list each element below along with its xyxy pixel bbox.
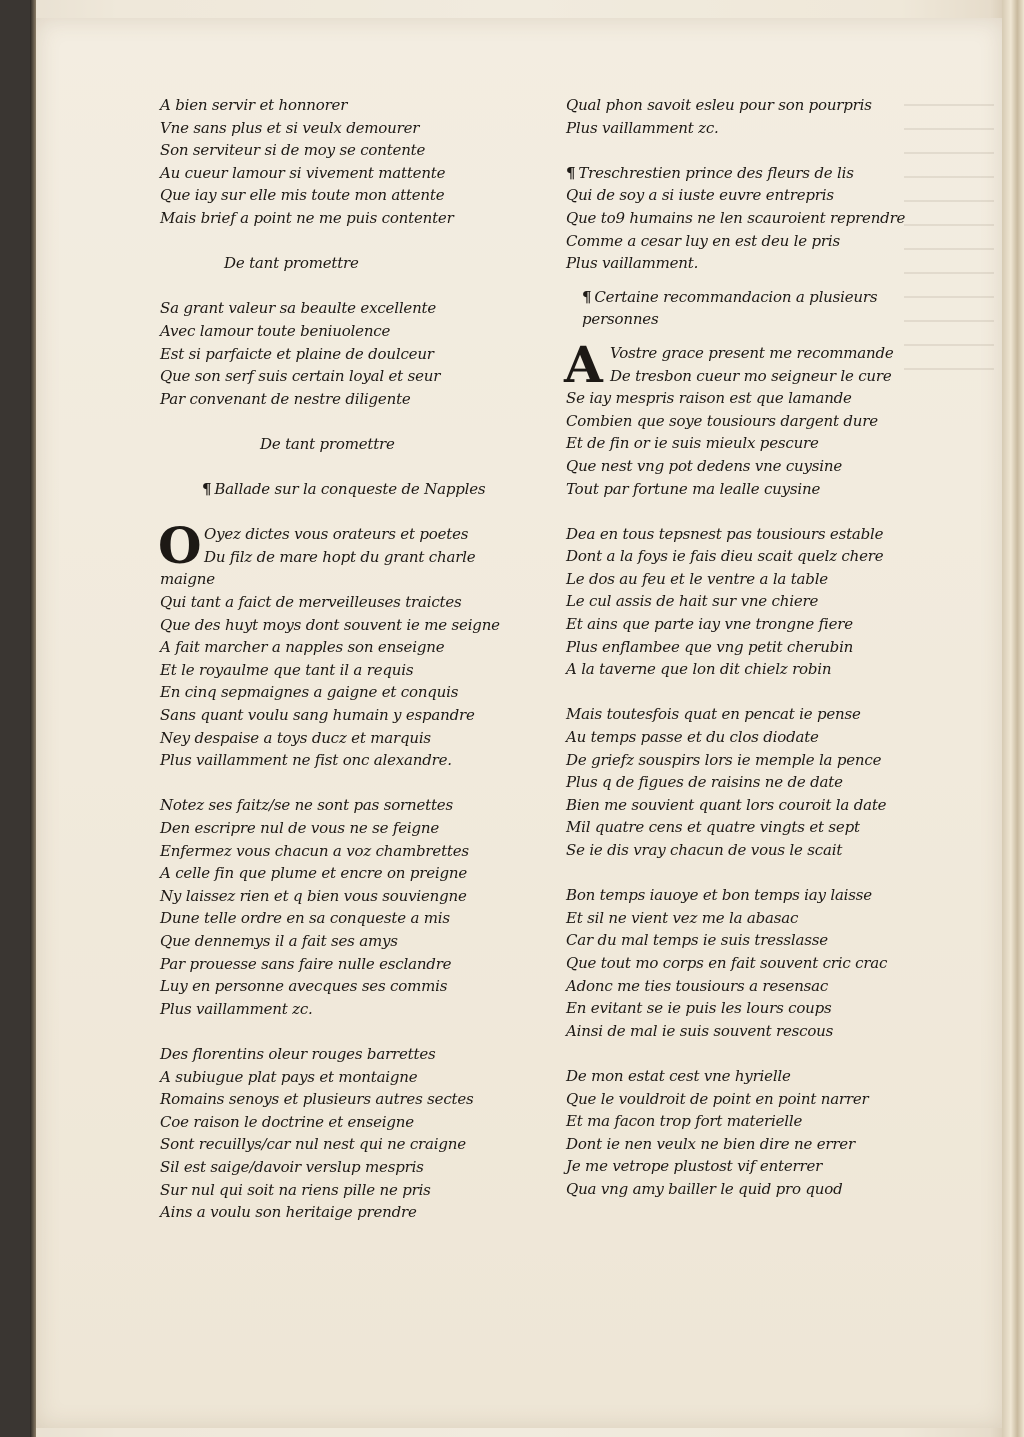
pilcrow-icon: ¶ — [202, 480, 212, 499]
verse-line: Que le vouldroit de point en point narrer — [566, 1089, 869, 1108]
verse-line: Je me vetrope plustost vif enterrer — [566, 1157, 823, 1176]
stanza — [566, 703, 946, 861]
drop-cap: A — [564, 334, 603, 394]
verse-line: Vostre grace present me recommande — [610, 343, 894, 362]
verse-line: Dont a la foys ie fais dieu scait quelz chere — [566, 547, 884, 566]
verse-line: Se ie dis vray chacun de vous le scait — [566, 841, 843, 859]
verse-line: Den escripre nul de vous ne se feigne — [160, 819, 440, 837]
stanza — [566, 162, 946, 275]
verse-line: Dont ie nen veulx ne bien dire ne errer — [566, 1134, 855, 1153]
verse-line: Mil quatre cens et quatre vingts et sept — [566, 818, 860, 837]
verse-line: Dea en tous tepsnest pas tousiours estable — [566, 524, 884, 543]
verse-line: En cinq sepmaignes a gaigne et conquis — [160, 683, 459, 702]
verse-line: Bien me souvient quant lors couroit la date — [566, 795, 887, 814]
verse-line: Que dennemys il a fait ses amys — [160, 931, 398, 950]
verse-line: Et le royaulme que tant il a requis — [160, 660, 414, 679]
verse-line: Et ma facon trop fort materielle — [566, 1112, 803, 1131]
verse-line: Sans quant voulu sang humain y espandre — [160, 706, 475, 725]
section-heading — [566, 286, 946, 309]
verse-line: Plus vaillamment zc. — [566, 118, 719, 137]
verse-line: Ains a voulu son heritaige prendre — [160, 1203, 417, 1222]
stanza-with-initial — [564, 334, 946, 500]
verse-line: Par prouesse sans faire nulle esclandre — [160, 954, 452, 973]
verse-line: Coe raison le doctrine et enseigne — [160, 1112, 414, 1131]
verse-line: Plus vaillamment. — [566, 254, 699, 273]
verse-line: A subiugue plat pays et montaigne — [160, 1067, 418, 1086]
verse-line: Du filz de mare hopt du grant charle — [204, 547, 476, 566]
verse-line: Qual phon savoit esleu pour son pourpris — [566, 96, 872, 114]
verse-line: ¶ Treschrestien prince des fleurs de lis — [566, 163, 854, 182]
verse-line: Au temps passe et du clos diodate — [566, 728, 819, 747]
verse-line: Sa grant valeur sa beaulte excellente — [160, 299, 437, 318]
verse-line: Au cueur lamour si vivement mattente — [160, 163, 446, 182]
verse-line: Plus vaillamment zc. — [160, 999, 313, 1018]
verse-line: Sil est saige/davoir verslup mespris — [160, 1157, 424, 1176]
verse-line: De tresbon cueur mo seigneur le cure — [610, 366, 892, 385]
verse-line: Oyez dictes vous orateurs et poetes — [204, 525, 469, 544]
verse-line: Enfermez vous chacun a voz chambrettes — [160, 841, 469, 860]
verse-line: Ney despaise a toys ducz et marquis — [160, 728, 431, 747]
verse-line: Plus q de figues de raisins ne de date — [566, 773, 843, 792]
refrain: De tant promettre — [224, 254, 359, 273]
drop-cap: O — [158, 516, 202, 576]
next-page-edge — [1002, 0, 1024, 1437]
verse-line: Que son serf suis certain loyal et seur — [160, 367, 441, 386]
verse-line: maigne — [160, 570, 215, 589]
stanza-with-initial — [158, 516, 540, 772]
stanza — [160, 794, 540, 1020]
verse-line: De mon estat cest vne hyrielle — [566, 1066, 791, 1085]
verse-line: Ny laissez rien et q bien vous souviengne — [160, 886, 467, 905]
verse-line: Plus enflambee que vng petit cherubin — [566, 637, 854, 656]
verse-line: Son serviteur si de moy se contente — [160, 141, 426, 160]
verse-line: Avec lamour toute beniuolence — [160, 321, 391, 340]
verse-line: Comme a cesar luy en est deu le pris — [566, 231, 840, 250]
verse-line: A bien servir et honnorer — [160, 96, 348, 114]
verse-line: Luy en personne avecques ses commis — [160, 977, 448, 996]
verse-line: Et de fin or ie suis mieulx pescure — [566, 434, 819, 453]
verse-line: Et sil ne vient vez me la abasac — [566, 908, 799, 927]
verse-line: Des florentins oleur rouges barrettes — [160, 1044, 436, 1063]
verse-line: Notez ses faitz/se ne sont pas sornettes — [160, 796, 453, 815]
stanza — [566, 94, 946, 139]
verse-line: Qui de soy a si iuste euvre entrepris — [566, 186, 834, 205]
pilcrow-icon: ¶ — [582, 287, 592, 306]
heading-text: Certaine recommandacion a plusieurs — [594, 287, 878, 306]
left-column — [160, 94, 540, 1224]
verse-line: A celle fin que plume et encre on preigne — [160, 864, 468, 883]
section-heading-continued: personnes — [582, 310, 659, 329]
refrain: De tant promettre — [260, 434, 395, 453]
verse-line: Bon temps iauoye et bon temps iay laisse — [566, 886, 872, 905]
verse-line: Le cul assis de hait sur vne chiere — [566, 592, 819, 611]
verse-line: De griefz souspirs lors ie memple la pence — [566, 750, 882, 769]
stanza — [160, 297, 540, 410]
verse-line: Sont recuillys/car nul nest qui ne craigne — [160, 1135, 466, 1154]
stanza — [160, 1043, 540, 1224]
pilcrow-icon: ¶ — [566, 163, 576, 182]
verse-line: Se iay mespris raison est que lamande — [566, 389, 852, 408]
verse-line: Le dos au feu et le ventre a la table — [566, 569, 828, 588]
verse-line: A la taverne que lon dit chielz robin — [566, 660, 832, 679]
stanza — [566, 1065, 946, 1201]
verse-line: Et ains que parte iay vne trongne fiere — [566, 615, 853, 634]
verse-line: En evitant se ie puis les lours coups — [566, 999, 832, 1018]
verse-line: Est si parfaicte et plaine de doulceur — [160, 344, 434, 363]
right-column — [566, 94, 946, 1201]
verse-line: Par convenant de nestre diligente — [160, 389, 411, 408]
verse-line: Vne sans plus et si veulx demourer — [160, 118, 420, 137]
heading-text: Ballade sur la conqueste de Napples — [214, 480, 486, 499]
verse-line: Combien que soye tousiours dargent dure — [566, 411, 878, 430]
verse-line: Sur nul qui soit na riens pille ne pris — [160, 1180, 431, 1199]
stanza — [566, 523, 946, 681]
stanza — [566, 884, 946, 1042]
verse-line: Qui tant a faict de merveilleuses traictes — [160, 593, 462, 612]
verse-line: Ainsi de mal ie suis souvent rescous — [566, 1021, 834, 1040]
verse-line: Car du mal temps ie suis tresslasse — [566, 931, 828, 950]
verse-line: Que nest vng pot dedens vne cuysine — [566, 456, 843, 475]
verse-line: Que tout mo corps en fait souvent cric crac — [566, 953, 888, 972]
section-heading — [160, 478, 540, 501]
verse-line: Mais brief a point ne me puis contenter — [160, 208, 454, 227]
verse-line: A fait marcher a napples son enseigne — [160, 638, 445, 657]
verse-line: Plus vaillamment ne fist onc alexandre. — [160, 751, 452, 770]
verse-line: Mais toutesfois quat en pencat ie pense — [566, 705, 861, 724]
verse-line: Que to9 humains ne len scauroient reprendre — [566, 208, 906, 227]
verse-line: Tout par fortune ma lealle cuysine — [566, 479, 821, 498]
verse-line: Adonc me ties tousiours a resensac — [566, 976, 829, 995]
verse-line: Que iay sur elle mis toute mon attente — [160, 186, 445, 205]
verse-line: Que des huyt moys dont souvent ie me seigne — [160, 615, 500, 634]
stanza — [160, 94, 540, 230]
verse-line: Qua vng amy bailler le quid pro quod — [566, 1179, 843, 1198]
verse-line: Romains senoys et plusieurs autres sectes — [160, 1090, 474, 1109]
verse-line: Dune telle ordre en sa conqueste a mis — [160, 909, 450, 928]
